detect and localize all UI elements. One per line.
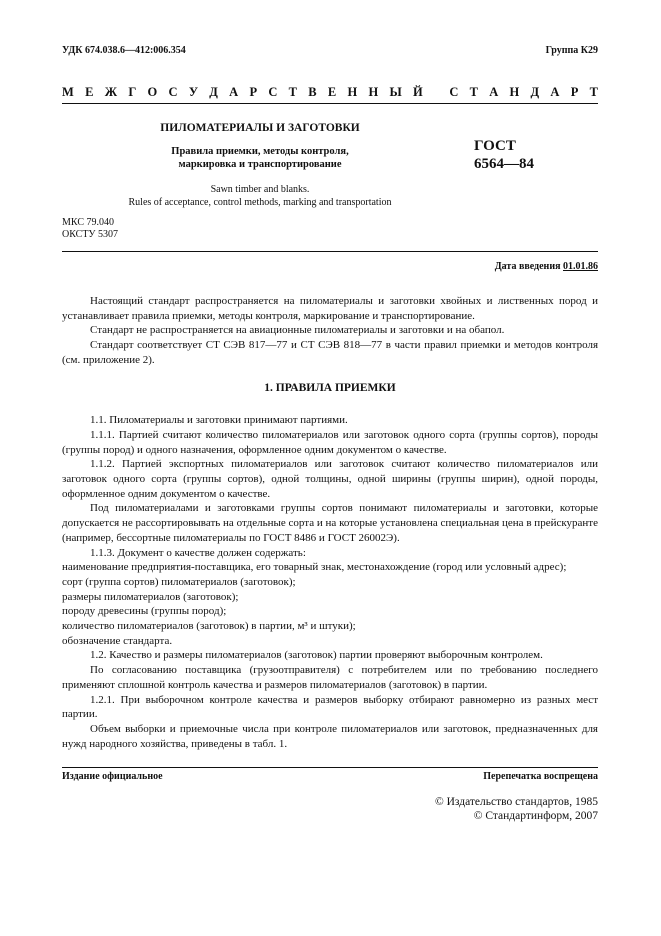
- interstate-standard-banner: [62, 81, 598, 104]
- english-title: [62, 183, 458, 209]
- header-divider: [62, 251, 598, 252]
- banner-letter: А: [489, 84, 499, 99]
- body-paragraph: Под пиломатериалами и заготовками группы сортов понимают пиломатериалы и заготовки, которые допускается не рассортировывать на отдельные сорта и на которые установлена специальная цена в прейскуранте (например, бессортные пиломатериалы по ГОСТ 8486 и ГОСТ 26002Э).: [62, 502, 598, 544]
- banner-letter: А: [229, 84, 239, 99]
- footer-divider: [62, 767, 598, 768]
- banner-letter: С: [168, 84, 178, 99]
- udk-code: УДК 674.038.6—412:006.354: [62, 45, 186, 56]
- introduction-date: [495, 261, 598, 272]
- banner-letter: Е: [85, 84, 94, 99]
- banner-letter: Д: [530, 84, 540, 99]
- list-item: размеры пиломатериалов (заготовок);: [62, 590, 239, 603]
- body-paragraph: Настоящий стандарт распространяется на пиломатериалы и заготовки хвойных и лиственных пород и устанавливает правила приемки, методы контроля, маркирование и транспортирование.: [62, 295, 598, 322]
- banner-letter: Д: [209, 84, 218, 99]
- banner-letter: У: [188, 84, 199, 99]
- group-code: Группа К29: [545, 45, 598, 56]
- banner-letter: Т: [469, 84, 478, 99]
- document-subtitle: [62, 145, 458, 171]
- banner-letter: М: [62, 84, 74, 99]
- section-heading: 1. ПРАВИЛА ПРИЕМКИ: [264, 381, 396, 394]
- banner-letter: Ж: [104, 84, 118, 99]
- body-paragraph: По согласованию поставщика (грузоотправителя) с потребителем или по требованию последнего применяют сплошной контроль качества и размеров пиломатериалов (заготовок) в партии.: [62, 664, 598, 691]
- introduction-date-label: Дата введения: [494, 261, 561, 272]
- classification-codes: [62, 217, 118, 241]
- banner-letter: Т: [288, 84, 298, 99]
- gost-number: [474, 137, 594, 173]
- banner-letter: Н: [509, 84, 520, 99]
- gost-label: ГОСТ: [474, 138, 516, 154]
- banner-letter: Н: [368, 84, 379, 99]
- copyright-line-2: © Стандартинформ, 2007: [473, 810, 598, 822]
- okstu-code: ОКСТУ 5307: [62, 229, 119, 240]
- body-paragraph: 1.1.3. Документ о качестве должен содержать:: [90, 546, 306, 559]
- subtitle-line-1: Правила приемки, методы контроля,: [171, 146, 349, 157]
- banner-letter: Р: [570, 84, 579, 99]
- body-paragraph: 1.1. Пиломатериалы и заготовки принимают партиями.: [90, 414, 348, 427]
- body-paragraph: 1.2. Качество и размеры пиломатериалов (заготовок) партии проверяют выборочным контролем.: [90, 649, 543, 662]
- banner-letter: А: [550, 84, 560, 99]
- banner-letter: Е: [327, 84, 337, 99]
- list-item: сорт (группа сортов) пиломатериалов (заготовок);: [62, 575, 296, 588]
- copyright-block: [435, 795, 598, 823]
- banner-letter: Г: [128, 84, 137, 99]
- document-title: ПИЛОМАТЕРИАЛЫ И ЗАГОТОВКИ: [160, 122, 360, 134]
- gost-code: 6564—84: [474, 156, 534, 172]
- list-item: наименование предприятия-поставщика, его товарный знак, местонахождение (город или условный адрес);: [62, 561, 567, 574]
- copyright-line-1: © Издательство стандартов, 1985: [434, 796, 598, 808]
- banner-letter: С: [449, 84, 459, 99]
- body-paragraph: 1.1.1. Партией считают количество пиломатериалов или заготовок одного сорта (группы сортов), породы (группы пород) и одного назначения, оформленное одним документом о качестве.: [62, 428, 598, 456]
- body-paragraph: Объем выборки и приемочные числа при контроле пиломатериалов или заготовок, предназначенных для нужд народного хозяйства, приведены в табл. 1.: [62, 722, 598, 750]
- list-item: количество пиломатериалов (заготовок) в партии, м³ и штуки);: [62, 620, 356, 633]
- banner-letter: О: [147, 84, 158, 99]
- list-item: породу древесины (группы пород);: [62, 605, 227, 618]
- reprint-prohibited-note: Перепечатка воспрещена: [483, 771, 598, 782]
- banner-letter: Н: [347, 84, 358, 99]
- introduction-date-value: 01.01.86: [563, 261, 598, 272]
- subtitle-line-2: маркировка и транспортирование: [178, 159, 342, 170]
- body-paragraph: Стандарт соответствует СТ СЭВ 817—77 и СТ СЭВ 818—77 в части правил приемки и методов контроля (см. приложение 2).: [62, 339, 598, 366]
- list-item: обозначение стандарта.: [62, 634, 173, 647]
- banner-letter: Й: [413, 84, 423, 99]
- english-title-line-2: Rules of acceptance, control methods, marking and transportation: [128, 197, 392, 208]
- official-edition-note: Издание официальное: [62, 771, 163, 782]
- english-title-line-1: Sawn timber and blanks.: [210, 184, 310, 195]
- body-paragraph: 1.2.1. При выборочном контроле качества и размеров выборку отбирают равномерно из разных мест партии.: [62, 693, 598, 721]
- banner-letter: Ы: [389, 84, 402, 99]
- banner-letter: Т: [589, 84, 598, 99]
- body-paragraph: 1.1.2. Партией экспортных пиломатериалов или заготовок считают количество пиломатериалов или заготовок одного сорта (группы сортов), одной толщины, одной ширины (группы ширин), одной породы, оформленное одним документом о качестве.: [62, 458, 598, 500]
- body-paragraph: Стандарт не распространяется на авиационные пиломатериалы и заготовки и на обапол.: [90, 324, 505, 337]
- document-body: [62, 294, 598, 751]
- banner-letter: Р: [249, 84, 258, 99]
- banner-letter: С: [268, 84, 278, 99]
- mks-code: МКС 79.040: [62, 217, 114, 228]
- banner-letter: В: [308, 84, 317, 99]
